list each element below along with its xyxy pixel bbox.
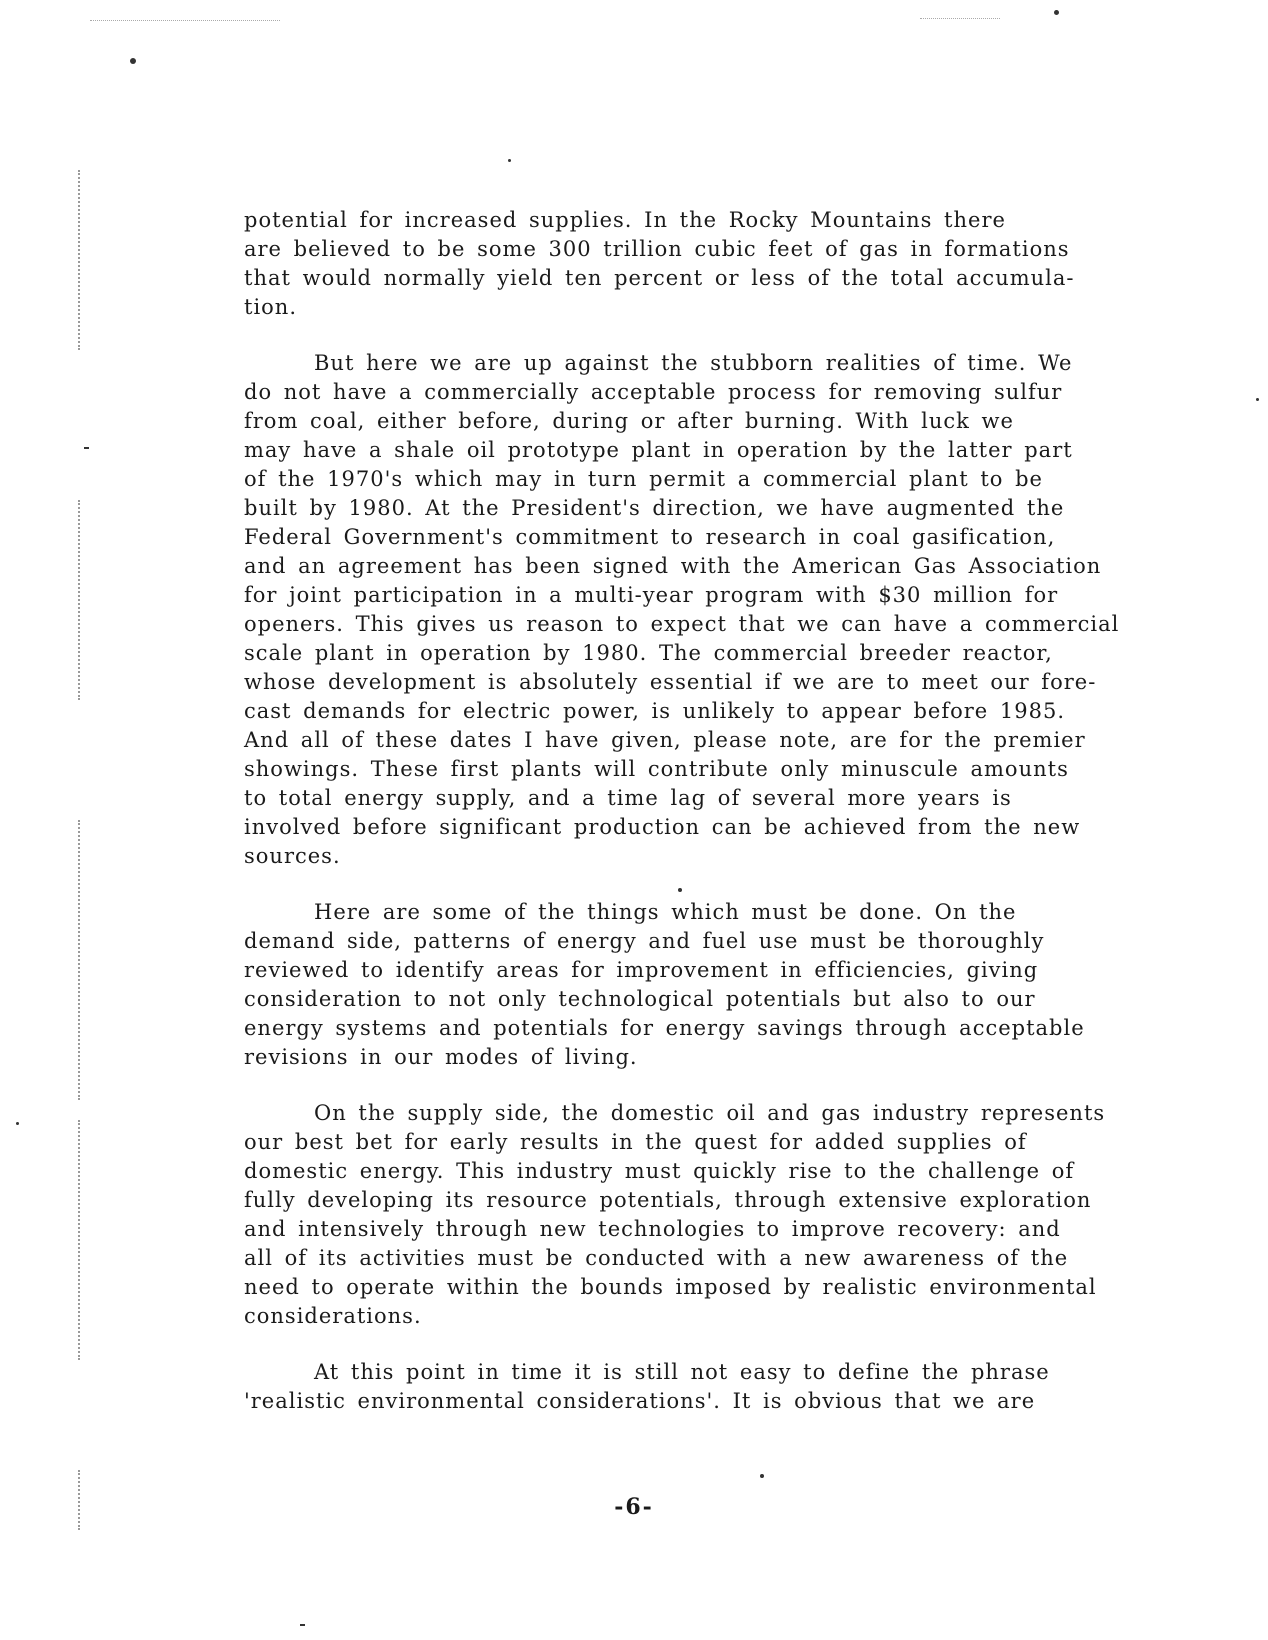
text-line: And all of these dates I have given, please note, are for the premier: [244, 728, 1086, 752]
paragraph-gap: [244, 322, 1244, 349]
text-line: fully developing its resource potentials, through extensive exploration: [244, 1188, 1092, 1212]
margin-mark: [78, 1120, 82, 1360]
scan-speck: [300, 1624, 305, 1626]
text-line: may have a shale oil prototype plant in operation by the latter part: [244, 438, 1073, 462]
paragraph: [244, 349, 1244, 871]
text-line: domestic energy. This industry must quickly rise to the challenge of: [244, 1159, 1075, 1183]
text-line: that would normally yield ten percent or less of the total accumula-: [244, 266, 1075, 290]
text-line: openers. This gives us reason to expect that we can have a commercial: [244, 612, 1120, 636]
text-line: scale plant in operation by 1980. The commercial breeder reactor,: [244, 641, 1053, 665]
margin-mark: [78, 820, 82, 1100]
paragraph: [244, 898, 1244, 1072]
paragraph-gap: [244, 1331, 1244, 1358]
text-line: and intensively through new technologies to improve recovery: and: [244, 1217, 1061, 1241]
scan-speck: [760, 1474, 764, 1478]
scan-speck: [1256, 398, 1259, 401]
scan-speck: [16, 1122, 19, 1125]
text-line: Federal Government's commitment to research in coal gasification,: [244, 525, 1056, 549]
margin-mark: [78, 170, 82, 350]
text-line: involved before significant production can be achieved from the new: [244, 815, 1081, 839]
margin-mark: [78, 500, 82, 700]
text-line: built by 1980. At the President's direction, we have augmented the: [244, 496, 1065, 520]
text-line: energy systems and potentials for energy savings through acceptable: [244, 1016, 1085, 1040]
scan-speck: [508, 159, 511, 162]
paragraph-gap: [244, 871, 1244, 898]
scan-artifact: [920, 18, 1000, 19]
text-line: to total energy supply, and a time lag of several more years is: [244, 786, 1012, 810]
text-line: Here are some of the things which must be done. On the: [314, 900, 1017, 924]
paragraph: [244, 1099, 1244, 1331]
text-line: reviewed to identify areas for improvement in efficiencies, giving: [244, 958, 1039, 982]
text-line: revisions in our modes of living.: [244, 1045, 638, 1069]
text-line: from coal, either before, during or after burning. With luck we: [244, 409, 1014, 433]
scan-artifact: [90, 20, 280, 21]
body-text: [244, 206, 1244, 1416]
text-line: cast demands for electric power, is unlikely to appear before 1985.: [244, 699, 1065, 723]
text-line: But here we are up against the stubborn realities of time. We: [314, 351, 1073, 375]
text-line: are believed to be some 300 trillion cubic feet of gas in formations: [244, 237, 1070, 261]
text-line: need to operate within the bounds imposed by realistic environmental: [244, 1275, 1097, 1299]
text-line: showings. These first plants will contribute only minuscule amounts: [244, 757, 1069, 781]
text-line: 'realistic environmental considerations'. It is obvious that we are: [244, 1389, 1036, 1413]
paragraph-gap: [244, 1072, 1244, 1099]
page-number: -6-: [614, 1494, 654, 1520]
text-line: and an agreement has been signed with the American Gas Association: [244, 554, 1102, 578]
scan-speck: [84, 447, 89, 449]
text-line: consideration to not only technological potentials but also to our: [244, 987, 1036, 1011]
scan-speck: [1054, 10, 1059, 15]
paragraph: [244, 1358, 1244, 1416]
text-line: demand side, patterns of energy and fuel use must be thoroughly: [244, 929, 1045, 953]
text-line: for joint participation in a multi-year program with $30 million for: [244, 583, 1059, 607]
text-line: of the 1970's which may in turn permit a commercial plant to be: [244, 467, 1043, 491]
text-line: On the supply side, the domestic oil and gas industry represents: [314, 1101, 1106, 1125]
text-line: all of its activities must be conducted with a new awareness of the: [244, 1246, 1069, 1270]
text-line: At this point in time it is still not easy to define the phrase: [314, 1360, 1050, 1384]
scan-speck: [130, 58, 136, 64]
paragraph: [244, 206, 1244, 322]
text-line: do not have a commercially acceptable process for removing sulfur: [244, 380, 1063, 404]
text-line: potential for increased supplies. In the Rocky Mountains there: [244, 208, 1006, 232]
text-line: tion.: [244, 295, 297, 319]
text-line: considerations.: [244, 1304, 422, 1328]
text-line: our best bet for early results in the quest for added supplies of: [244, 1130, 1027, 1154]
text-line: sources.: [244, 844, 341, 868]
text-line: whose development is absolutely essential if we are to meet our fore-: [244, 670, 1097, 694]
